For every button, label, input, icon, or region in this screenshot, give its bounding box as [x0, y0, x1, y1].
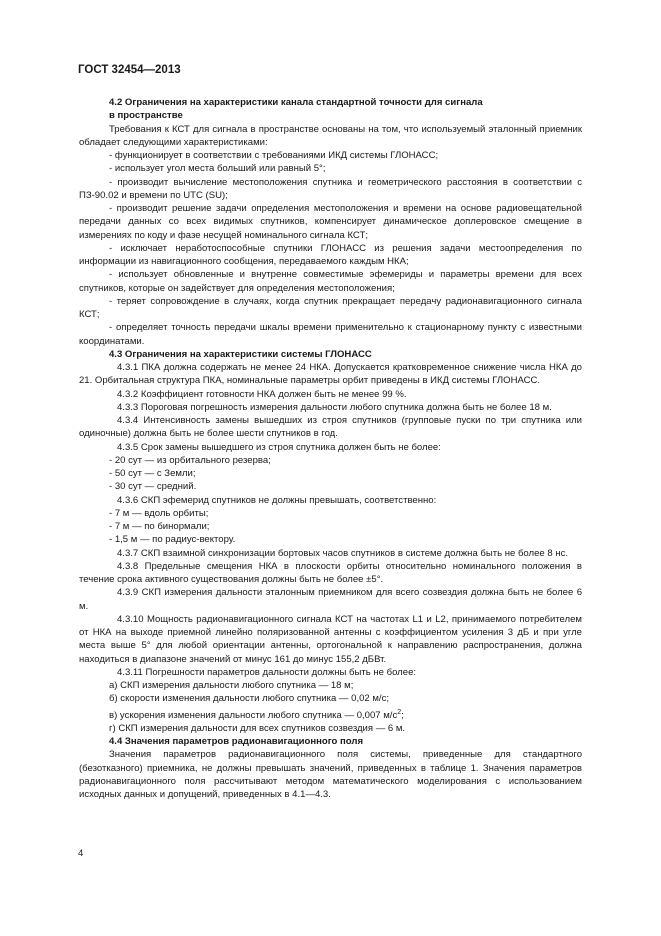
section-4-3-title: 4.3 Ограничения на характеристики системы ГЛОНАСС [109, 348, 372, 360]
list-item: г) СКП измерения дальности для всех спутников созвездия — 6 м. [109, 722, 406, 734]
list-item: - 50 сут — с Земли; [109, 468, 196, 479]
clause-4-3-1: 4.3.1 ПКА должна содержать не менее 24 НКА. Допускается кратковременное снижение числа НКА до 21. Орбитальная структура ПКА, номинальные параметры орбит приведены в ИКД системы ГЛОНАСС. [79, 362, 582, 387]
list-item: - производит решение задачи определения местоположения и времени на основе радиовещательной передачи данных со всех видимых спутников, компенсирует динамическое доплеровское смещение в измерениях по коду и фазе несущей номинального сигнала КСТ; [79, 203, 582, 241]
section-4-4-title: 4.4 Значения параметров радионавигационного поля [109, 736, 364, 748]
clause-4-3-6: 4.3.6 СКП эфемерид спутников не должны превышать, соответственно: [117, 494, 437, 506]
list-item [79, 706, 582, 722]
list-item: - 20 сут — из орбитального резерва; [109, 454, 271, 466]
clause-4-3-10: 4.3.10 Мощность радионавигационного сигнала КСТ на частотах L1 и L2, принимаемого потребителем от НКА на выходе приемной линейно поляризованной антенны с коэффициентом усиления 3 дБ и при угле места выше 5° для любой ориентации антенны, ортогональной к направлению распространения, должна находиться в диапазоне значений от минус 161 до минус 155,2 дБВт. [79, 613, 582, 665]
clause-4-3-4: 4.3.4 Интенсивность замены вышедших из строя спутников (групповые пуски по три спутника или одиночные) должна быть не более шести спутников в год. [79, 415, 582, 440]
list-item-end: ; [401, 709, 404, 721]
list-item: - функционирует в соответствии с требованиями ИКД системы ГЛОНАСС; [109, 150, 439, 161]
clause-4-3-5: 4.3.5 Срок замены вышедшего из строя спутника должен быть не более: [117, 441, 441, 453]
page-number: 4 [78, 848, 84, 859]
clause-4-3-11: 4.3.11 Погрешности параметров дальности должны быть не более: [117, 666, 417, 678]
list-item: а) СКП измерения дальности любого спутника — 18 м; [109, 680, 354, 691]
section-4-2-title: 4.2 Ограничения на характеристики канала стандартной точности для сигнала в пространстве [109, 97, 483, 122]
list-item: - 1,5 м — по радиус-вектору. [109, 534, 236, 546]
list-item: б) скорости изменения дальности любого спутника — 0,02 м/с; [109, 693, 390, 705]
list-item: - производит вычисление местоположения спутника и геометрического расстояния в соответствии с ПЗ-90.02 и времени по UTC (SU); [79, 176, 582, 201]
document-code: ГОСТ 32454—2013 [78, 64, 181, 76]
section-4-4-body: Значения параметров радионавигационного поля системы, приведенные для стандартного (безотказного) приемника, не должны превышать значений, приведенных в таблице 1. Значения параметров радионавигационного поля рассчитывают методом математического моделирования с использованием исходных данных и допущений, приведенных в 4.1—4.3. [79, 749, 582, 801]
section-4-2-intro: Требования к КСТ для сигнала в пространстве основаны на том, что используемый эталонный приемник обладает следующими характеристиками: [79, 123, 582, 148]
clause-4-3-2: 4.3.2 Коэффициент готовности НКА должен быть не менее 99 %. [117, 388, 407, 400]
list-item: - 7 м — вдоль орбиты; [109, 507, 209, 519]
clause-4-3-9: 4.3.9 СКП измерения дальности эталонным приемником для всего созвездия должна быть не более 6 м. [79, 587, 582, 612]
list-item: - исключает неработоспособные спутники ГЛОНАСС из решения задачи местоопределения по информации из навигационного сообщения, передаваемого каждым НКА; [79, 242, 582, 267]
superscript: 2 [397, 708, 402, 716]
document-body [79, 96, 582, 801]
list-item-text: в) ускорения изменения дальности любого спутника — 0,007 м/с [109, 709, 398, 721]
clause-4-3-3: 4.3.3 Пороговая погрешность измерения дальности любого спутника должна быть не более 18 м. [117, 401, 552, 413]
list-item: - определяет точность передачи шкалы времени применительно к стационарному пункту с известными координатами. [79, 322, 582, 347]
clause-4-3-7: 4.3.7 СКП взаимной синхронизации бортовых часов спутников в системе должна быть не более 8 нс. [117, 547, 569, 559]
list-item: - использует угол места больший или равный 5°; [109, 163, 326, 175]
list-item: - 30 сут — средний. [109, 481, 197, 493]
list-item: - 7 м — по бинормали; [109, 521, 210, 532]
list-item: - использует обновленные и внутренне совместимые эфемериды и параметры времени для всех спутников, которые он задействует для определения местоположения; [79, 269, 582, 294]
list-item: - теряет сопровождение в случаях, когда спутник прекращает передачу радионавигационного сигнала КСТ; [79, 295, 582, 320]
clause-4-3-8: 4.3.8 Предельные смещения НКА в плоскости орбиты относительно номинального положения в течение срока активного существования должны быть не более ±5°. [79, 560, 582, 585]
